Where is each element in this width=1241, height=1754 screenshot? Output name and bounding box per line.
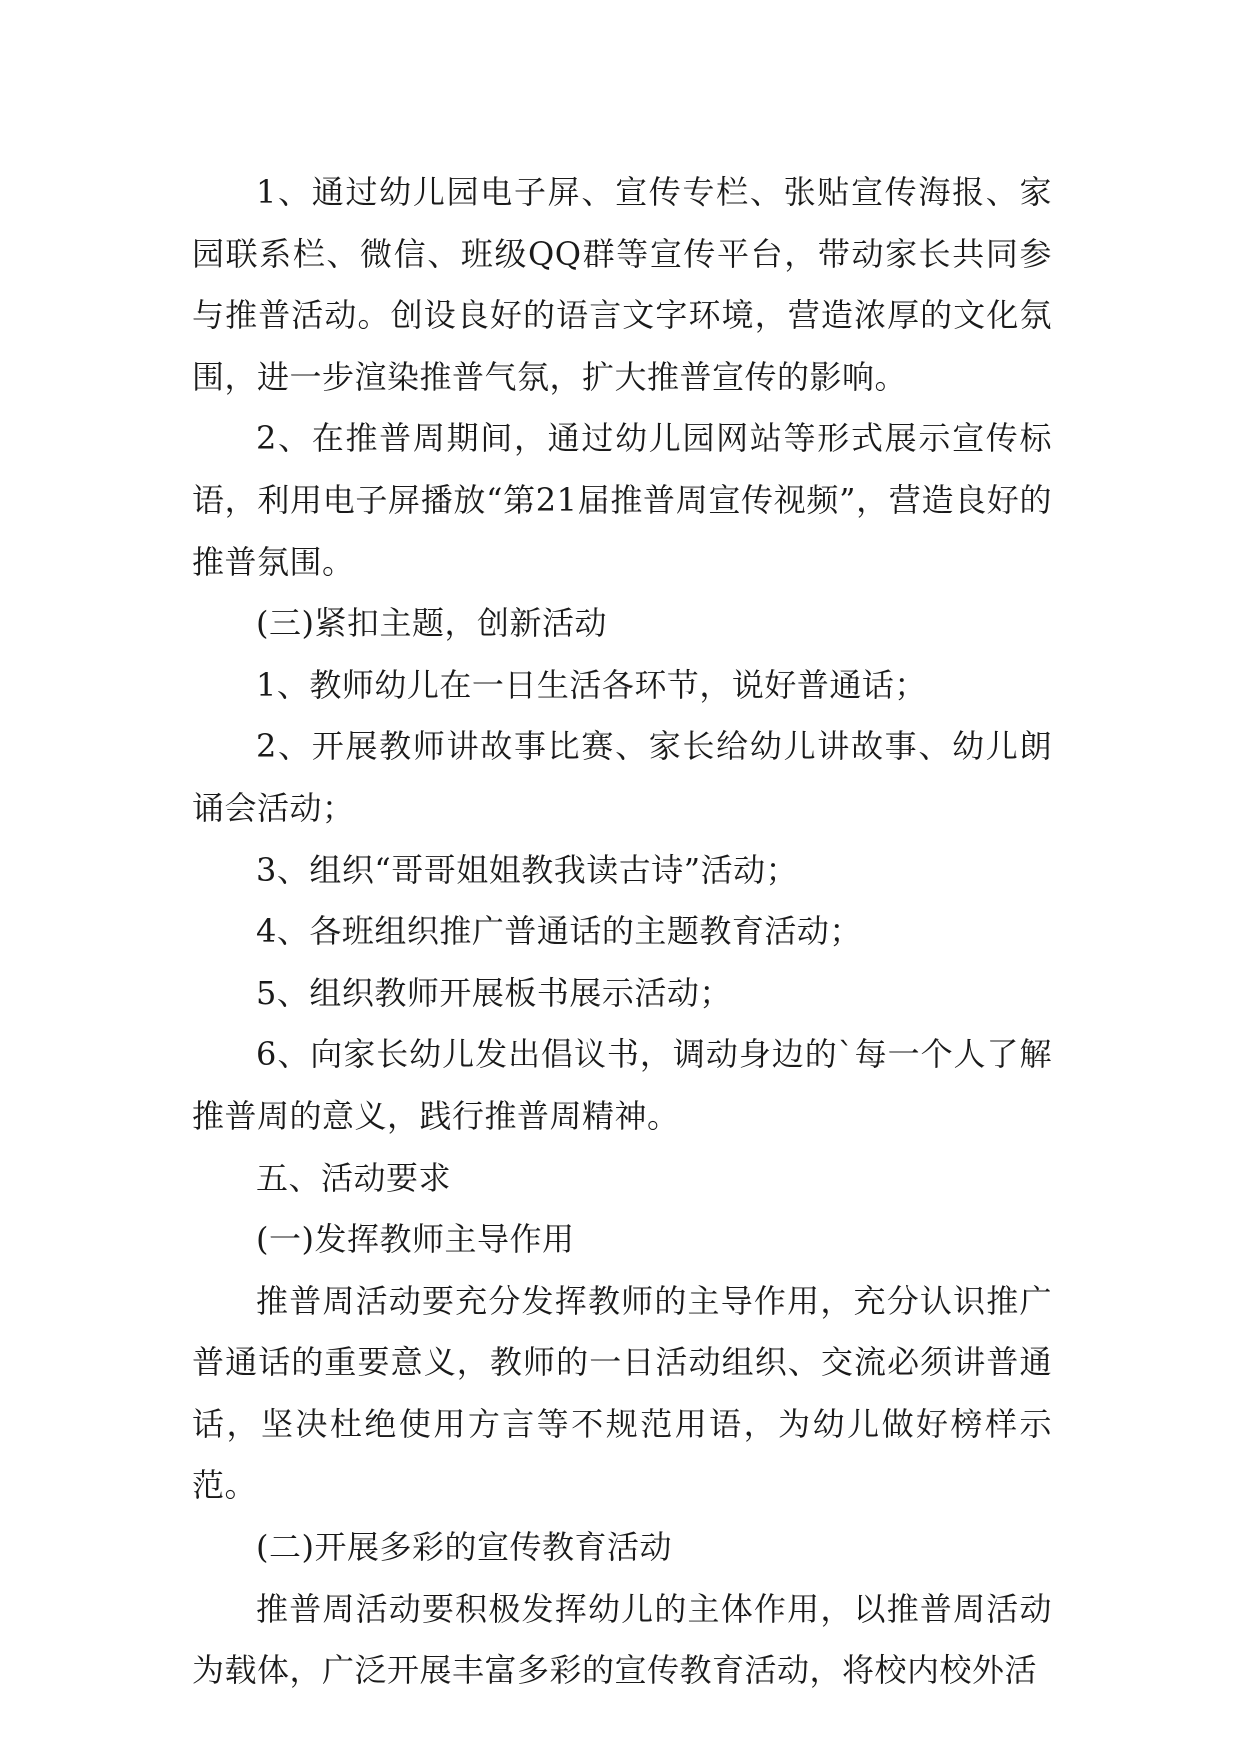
subsection-heading-teacher-role: (一)发挥教师主导作用 bbox=[256, 1220, 575, 1259]
list-item-blackboard: 5、组织教师开展板书展示活动； bbox=[256, 973, 732, 1012]
subsection-heading-publicity: (二)开展多彩的宣传教育活动 bbox=[256, 1528, 672, 1567]
list-item-daily-mandarin: 1、教师幼儿在一日生活各环节，说好普通话； bbox=[256, 665, 927, 704]
section-heading-innovate: (三)紧扣主题，创新活动 bbox=[256, 604, 607, 643]
list-item-class-themes: 4、各班组织推广普通话的主题教育活动； bbox=[256, 912, 862, 951]
paragraph-publicity: 推普周活动要积极发挥幼儿的主体作用，以推普周活动为载体，广泛开展丰富多彩的宣传教育活动，将校内校外活 bbox=[192, 1589, 1052, 1690]
list-item-proposal: 6、向家长幼儿发出倡议书，调动身边的`每一个人了解推普周的意义，践行推普周精神。 bbox=[192, 1035, 1052, 1135]
paragraph-publicity-platforms: 1、通过幼儿园电子屏、宣传专栏、张贴宣传海报、家园联系栏、微信、班级QQ群等宣传平台，带动家长共同参与推普活动。创设良好的语言文字环境，营造浓厚的文化氛围，进一步渲染推普气氛，扩大推普宣传的影响。 bbox=[192, 173, 1052, 396]
paragraph-teacher-role: 推普周活动要充分发挥教师的主导作用，充分认识推广普通话的重要意义，教师的一日活动组织、交流必须讲普通话，坚决杜绝使用方言等不规范用语，为幼儿做好榜样示范。 bbox=[192, 1281, 1052, 1505]
paragraph-website-slogans: 2、在推普周期间，通过幼儿园网站等形式展示宣传标语，利用电子屏播放“第21届推普周宣传视频”，营造良好的推普氛围。 bbox=[192, 419, 1052, 581]
document-body bbox=[192, 162, 1052, 1702]
section-heading-requirements: 五、活动要求 bbox=[256, 1158, 452, 1197]
list-item-ancient-poems: 3、组织“哥哥姐姐教我读古诗”活动； bbox=[256, 850, 799, 889]
list-item-storytelling: 2、开展教师讲故事比赛、家长给幼儿讲故事、幼儿朗诵会活动； bbox=[192, 727, 1052, 827]
